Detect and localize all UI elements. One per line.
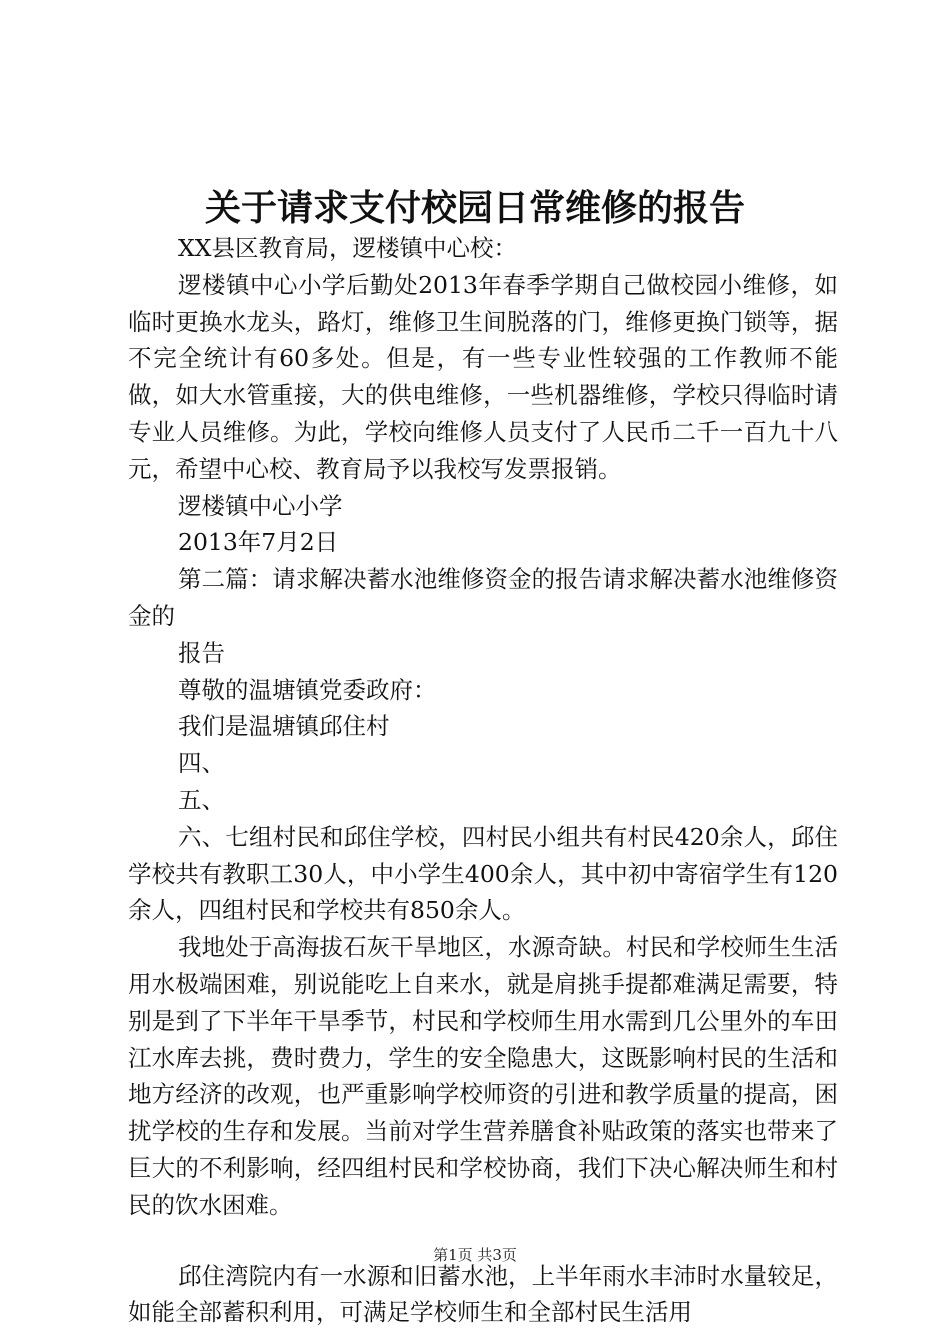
signature-date: 2013年7月2日: [178, 528, 339, 557]
paragraph-repair-summary: 逻楼镇中心小学后勤处2013年春季学期自己做校园小维修，如临时更换水龙头，路灯，维修卫生间脱落的门，维修更换门锁等，据不完全统计有60多处。但是，有一些专业性较强的工作教师不能做，如大水管重接，大的供电维修，一些机器维修，学校只得临时请专业人员维修。为此，学校向维修人员支付了人民币二千一百九十八元，希望中心校、教育局予以我校写发票报销。: [128, 270, 838, 483]
page-footer: 第1页 共3页: [433, 1246, 517, 1264]
list-item-five: 五、: [178, 785, 225, 814]
salutation: XX县区教育局，逻楼镇中心校：: [178, 234, 517, 262]
document-title: 关于请求支付校园日常维修的报告: [204, 187, 745, 229]
list-item-four: 四、: [178, 749, 225, 778]
signature-school: 逻楼镇中心小学: [178, 491, 343, 520]
document-body: [128, 230, 838, 1331]
section-heading-second: 第二篇：请求解决蓄水池维修资金的报告请求解决蓄水池维修资金的: [128, 565, 838, 630]
section-heading-report: 报告: [178, 638, 225, 667]
salutation-second: 尊敬的温塘镇党委政府：: [178, 675, 437, 704]
paragraph-water-shortage: 我地处于高海拔石灰干旱地区，水源奇缺。村民和学校师生生活用水极端困难，别说能吃上自来水，就是肩挑手提都难满足需要，特别是到了下半年干旱季节，村民和学校师生用水需到几公里外的车田江水库去挑，费时费力，学生的安全隐患大，这既影响村民的生活和地方经济的改观，也严重影响学校师资的引进和教学质量的提高，困扰学校的生存和发展。当前对学生营养膳食补贴政策的落实也带来了巨大的不利影响，经四组村民和学校协商，我们下决心解决师生和村民的饮水困难。: [128, 933, 838, 1219]
paragraph-reservoir: 邱住湾院内有一水源和旧蓄水池，上半年雨水丰沛时水量较足，如能全部蓄积利用，可满足学校师生和全部村民生活用: [128, 1261, 838, 1327]
paragraph-population: 六、七组村民和邱住学校，四村民小组共有村民420余人，邱住学校共有教职工30人，中小学生400余人，其中初中寄宿学生有120余人，四组村民和学校共有850余人。: [128, 822, 838, 925]
paragraph-intro-village: 我们是温塘镇邱住村: [178, 712, 390, 741]
